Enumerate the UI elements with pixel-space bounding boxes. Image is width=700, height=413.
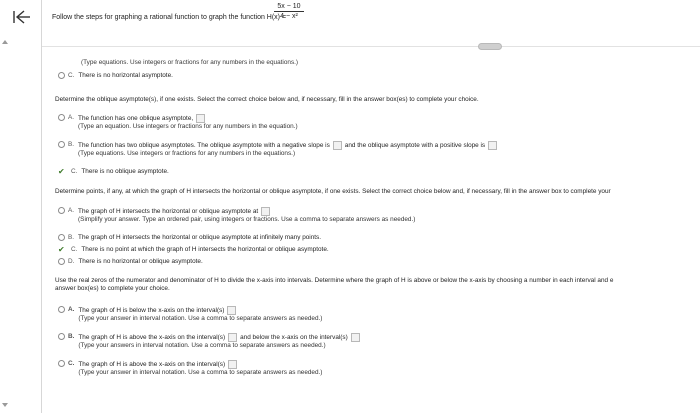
equation-hint: (Type equations. Use integers or fractions for any numbers in the equations.) [81,59,299,66]
function-fraction [274,3,304,20]
zeros-option-c[interactable] [58,360,322,377]
option-text: The graph of H intersects the horizontal or oblique asymptote at infinitely many points. [78,234,322,241]
option-text: There is no point at which the graph of H intersects the horizontal or oblique asymptote. [81,246,329,253]
option-letter: B. [68,333,75,340]
option-text: The graph of H is above the x-axis on the interval(s) [78,361,226,369]
option-letter: A. [68,207,75,214]
option-hint: (Type an equation. Use integers or fractions for any numbers in the equation.) [78,123,298,131]
radio-button[interactable] [58,333,65,340]
option-text: The function has one oblique asymptote, [78,115,194,123]
option-text-2: and below the x-axis on the interval(s) [240,334,348,342]
zeros-prompt: Use the real zeros of the numerator and denominator of H to divide the x-axis into intervals. Determine where the graph of H is above or below the x-axis by choosing a number in each interval and e [55,277,614,284]
radio-button[interactable] [58,360,65,367]
radio-button[interactable] [58,234,65,241]
option-letter: A. [68,306,75,313]
option-letter: B. [68,234,75,241]
option-letter: C. [68,72,75,79]
radio-button[interactable] [58,114,65,121]
answer-box-negative-slope[interactable] [333,141,342,150]
check-mark-icon: ✔ [58,245,65,254]
header-divider [42,46,700,47]
option-letter: C. [68,360,75,367]
oblique-option-b[interactable] [58,141,500,158]
scroll-down-icon[interactable] [2,403,8,407]
oblique-prompt: Determine the oblique asymptote(s), if one exists. Select the correct choice below and, if necessary, fill in the answer box(es) to complete your choice. [55,96,479,103]
scrollbar[interactable] [0,38,10,413]
answer-box-positive-slope[interactable] [488,141,497,150]
expand-toggle-button[interactable] [478,43,502,50]
horizontal-option-c[interactable] [58,72,173,80]
radio-button[interactable] [58,306,65,313]
zeros-option-b[interactable] [58,333,363,350]
intersect-option-a[interactable] [58,207,415,224]
option-text: The graph of H is below the x-axis on the interval(s) [78,307,225,315]
option-text: The graph of H is above the x-axis on the interval(s) [78,334,226,342]
intersect-prompt: Determine points, if any, at which the graph of H intersects the horizontal or oblique asymptote, if one exists. Select the correct choice below and, if necessary, fill in the answer box to complete your [55,188,611,195]
option-letter: C. [71,246,78,253]
option-text: There is no oblique asymptote. [81,168,169,175]
option-letter: C. [71,168,78,175]
question-header [0,0,700,38]
option-text: There is no horizontal or oblique asymptote. [78,258,203,265]
option-letter: D. [68,258,75,265]
oblique-option-c[interactable] [58,168,169,176]
option-hint: (Type your answer in interval notation. Use a comma to separate answers as needed.) [78,315,323,323]
answer-box-above[interactable] [228,333,237,342]
zeros-prompt-2: answer box(es) to complete your choice. [55,285,170,292]
radio-button[interactable] [58,72,65,79]
answer-box-below[interactable] [351,333,360,342]
answer-box[interactable] [261,207,270,216]
option-letter: A. [68,114,75,121]
question-prompt: Follow the steps for graphing a rational function to graph the function H(x) = [52,14,287,21]
option-hint: (Type your answers in interval notation. Use a comma to separate answers as needed.) [78,342,326,350]
zeros-option-a[interactable] [58,306,322,323]
option-hint: (Type your answer in interval notation. Use a comma to separate answers as needed.) [78,369,323,377]
option-text-2: and the oblique asymptote with a positive slope is [344,142,486,150]
option-text: The graph of H intersects the horizontal or oblique asymptote at [78,208,259,216]
option-hint: (Simplify your answer. Type an ordered pair, using integers or fractions. Use a comma to separate answers as needed.) [78,216,416,224]
option-text: There is no horizontal asymptote. [78,72,173,79]
radio-button[interactable] [58,141,65,148]
option-hint: (Type equations. Use integers or fractions for any numbers in the equations.) [78,150,296,158]
answer-box[interactable] [227,306,236,315]
left-divider [41,0,42,413]
back-arrow-icon[interactable] [10,8,32,26]
option-letter: B. [68,141,75,148]
answer-box[interactable] [228,360,237,369]
intersect-option-c[interactable] [58,246,329,254]
fraction-denominator: 4 − x² [280,13,298,20]
radio-button[interactable] [58,258,65,265]
check-mark-icon: ✔ [58,167,65,176]
radio-button[interactable] [58,207,65,214]
answer-box[interactable] [196,114,205,123]
fraction-numerator: 5x − 10 [274,3,304,12]
option-text: The function has two oblique asymptotes. The oblique asymptote with a negative slope is [78,142,330,150]
oblique-option-a[interactable] [58,114,298,131]
intersect-option-d[interactable] [58,258,203,266]
scroll-up-icon[interactable] [2,40,8,44]
intersect-option-b[interactable] [58,234,321,242]
